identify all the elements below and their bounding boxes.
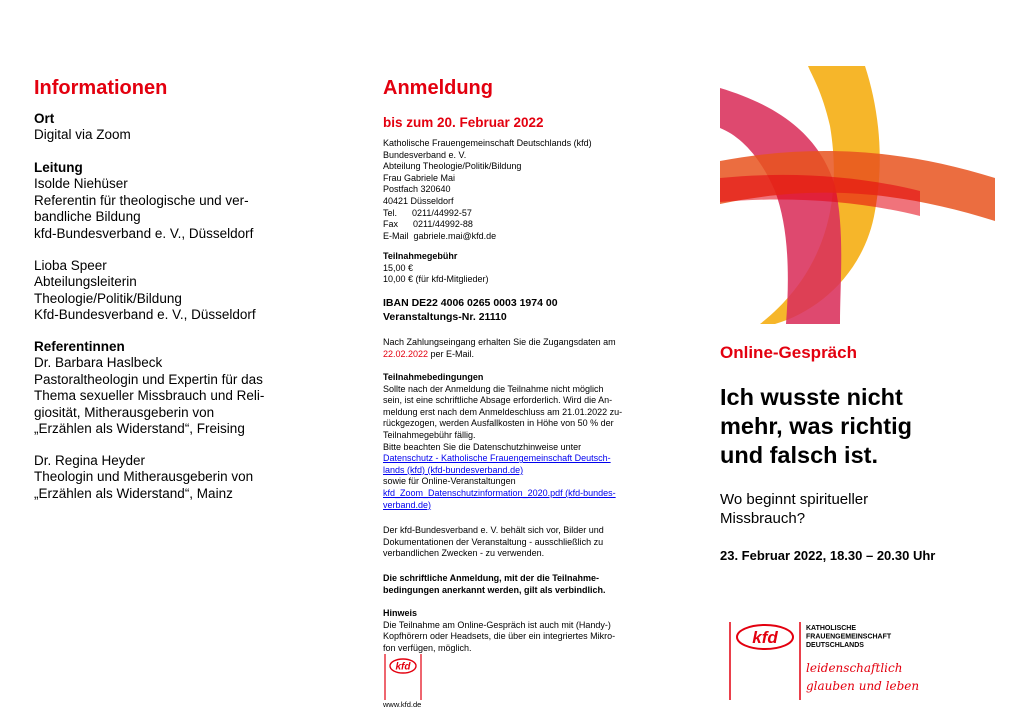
website-url: www.kfd.de <box>383 700 422 709</box>
leitung-block <box>34 160 253 242</box>
rights-block <box>383 525 663 560</box>
event-date: 23. Februar 2022, 18.30 – 20.30 Uhr <box>720 548 936 563</box>
referentinnen-block <box>34 339 264 437</box>
address-line: Katholische Frauengemeinschaft Deutschlands (kfd) <box>383 138 592 148</box>
binding-line: Die schriftliche Anmeldung, mit der die Teilnahme- <box>383 573 600 583</box>
title-line: Ich wusste nicht <box>720 384 903 410</box>
conditions-block <box>383 372 663 511</box>
conditions-line: Bitte beachten Sie die Datenschutzhinweise unter <box>383 441 582 452</box>
address-line: Abteilung Theologie/Politik/Bildung <box>383 161 522 172</box>
referentinnen-label: Referentinnen <box>34 339 125 354</box>
title-line: mehr, was richtig <box>720 413 912 439</box>
hint-block <box>383 608 663 654</box>
hint-line: Die Teilnahme am Online-Gespräch ist auch mit (Handy-) <box>383 619 611 630</box>
cover-title <box>720 383 990 470</box>
bank-block <box>383 297 558 324</box>
leitung1-line: kfd-Bundesverband e. V., Düsseldorf <box>34 225 254 241</box>
leitung2-block <box>34 258 256 324</box>
deadline: bis zum 20. Februar 2022 <box>383 115 544 130</box>
leitung2-line: Kfd-Bundesverband e. V., Düsseldorf <box>34 307 256 323</box>
info-heading: Informationen <box>34 77 168 99</box>
logo-text: kfd <box>752 628 778 647</box>
conditions-line: meldung erst nach dem Anmeldeschluss am 21.01.2022 zu- <box>383 406 623 417</box>
fee-line: 10,00 € (für kfd-Mitglieder) <box>383 274 489 285</box>
binding-line: bedingungen anerkannt werden, gilt als verbindlich. <box>383 584 606 595</box>
fee-block <box>383 251 663 286</box>
payment-line: Nach Zahlungseingang erhalten Sie die Zugangsdaten am <box>383 337 616 347</box>
address-line: Frau Gabriele Mai <box>383 172 456 183</box>
hint-line: Kopfhörern oder Headsets, die über ein integriertes Mikro- <box>383 631 616 642</box>
leitung1-line: Referentin für theologische und ver- <box>34 192 249 208</box>
conditions-label: Teilnahmebedingungen <box>383 372 484 382</box>
payment-rest: per E-Mail. <box>428 348 475 359</box>
privacy-link[interactable]: Datenschutz - Katholische Frauengemeinschaft Deutsch- <box>383 453 611 464</box>
ref2-line: Dr. Regina Heyder <box>34 453 146 468</box>
hint-label: Hinweis <box>383 608 418 618</box>
hint-line: fon verfügen, möglich. <box>383 642 472 653</box>
iban: IBAN DE22 4006 0265 0003 1974 00 <box>383 297 558 309</box>
ref2-line: „Erzählen als Widerstand“, Mainz <box>34 485 233 501</box>
org-line: DEUTSCHLANDS <box>806 642 864 649</box>
rights-line: Der kfd-Bundesverband e. V. behält sich vor, Bilder und <box>383 525 604 535</box>
slogan-line: glauben und leben <box>806 679 920 693</box>
payment-line2 <box>383 349 663 361</box>
kfd-logo <box>728 620 928 702</box>
cover-subtitle <box>720 491 868 528</box>
rights-line: verbandlichen Zwecken - zu verwenden. <box>383 548 545 559</box>
ref2-line: Theologin und Mitherausgeberin von <box>34 469 254 485</box>
ref1-line: Pastoraltheologin und Expertin für das <box>34 371 263 387</box>
anmeldung-heading: Anmeldung <box>383 77 493 99</box>
zoom-privacy-link[interactable]: verband.de) <box>383 499 432 510</box>
fee-line: 15,00 € <box>383 262 414 273</box>
rights-line: Dokumentationen der Veranstaltung - ausschließlich zu <box>383 536 604 547</box>
payment-block <box>383 337 663 360</box>
small-logo-text: kfd <box>395 661 411 673</box>
ref1-line: Dr. Barbara Haslbeck <box>34 355 163 371</box>
leitung1-line: Isolde Niehüser <box>34 176 128 192</box>
conditions-line: Sollte nach der Anmeldung die Teilnahme nicht möglich <box>383 383 604 394</box>
ort-label: Ort <box>34 111 55 126</box>
address-line: Tel. 0211/44992-57 <box>383 207 472 218</box>
address-block <box>383 138 663 242</box>
title-line: und falsch ist. <box>720 442 878 468</box>
binding-block <box>383 573 663 596</box>
leitung2-line: Abteilungsleiterin <box>34 274 137 290</box>
ort-value: Digital via Zoom <box>34 127 131 143</box>
conditions-line: sein, ist eine schriftliche Absage erforderlich. Wird die An- <box>383 395 613 406</box>
address-line: Bundesverband e. V. <box>383 149 467 160</box>
leitung-label: Leitung <box>34 160 83 175</box>
leitung2-line: Theologie/Politik/Bildung <box>34 290 182 306</box>
subtitle-line: Wo beginnt spiritueller <box>720 491 869 508</box>
online-line: sowie für Online-Veranstaltungen <box>383 476 516 487</box>
address-line: Fax 0211/44992-88 <box>383 219 473 230</box>
cross-pink-band <box>720 88 841 324</box>
ref1-line: giosität, Mitherausgeberin von <box>34 404 215 420</box>
ort-block <box>34 111 131 144</box>
ref1-line: Thema sexueller Missbrauch und Reli- <box>34 388 265 404</box>
conditions-line: rückgezogen, werden Ausfallkosten in Höhe von 50 % der <box>383 418 614 429</box>
leitung1-line: bandliche Bildung <box>34 209 141 225</box>
org-line: KATHOLISCHE <box>806 625 857 632</box>
privacy-link[interactable]: lands (kfd) (kfd-bundesverband.de) <box>383 464 524 475</box>
address-line: Postfach 320640 <box>383 184 451 195</box>
payment-date: 22.02.2022 <box>383 348 429 359</box>
subtitle-line: Missbrauch? <box>720 509 806 527</box>
event-type: Online-Gespräch <box>720 343 857 362</box>
address-line: 40421 Düsseldorf <box>383 195 454 206</box>
conditions-line: Teilnahmegebühr fällig. <box>383 429 476 440</box>
leitung2-line: Lioba Speer <box>34 258 107 273</box>
address-line: E-Mail gabriele.mai@kfd.de <box>383 230 497 241</box>
cross-graphic <box>720 66 1000 324</box>
slogan-line: leidenschaftlich <box>806 661 903 675</box>
ref2-block <box>34 453 253 502</box>
org-line: FRAUENGEMEINSCHAFT <box>806 633 892 641</box>
fee-label: Teilnahmegebühr <box>383 251 458 261</box>
zoom-privacy-link[interactable]: kfd_Zoom_Datenschutzinformation_2020.pdf (kfd-bundes- <box>383 487 616 498</box>
event-number: Veranstaltungs-Nr. 21110 <box>383 310 507 323</box>
kfd-small-logo <box>383 654 423 700</box>
ref1-line: „Erzählen als Widerstand“, Freising <box>34 421 245 437</box>
